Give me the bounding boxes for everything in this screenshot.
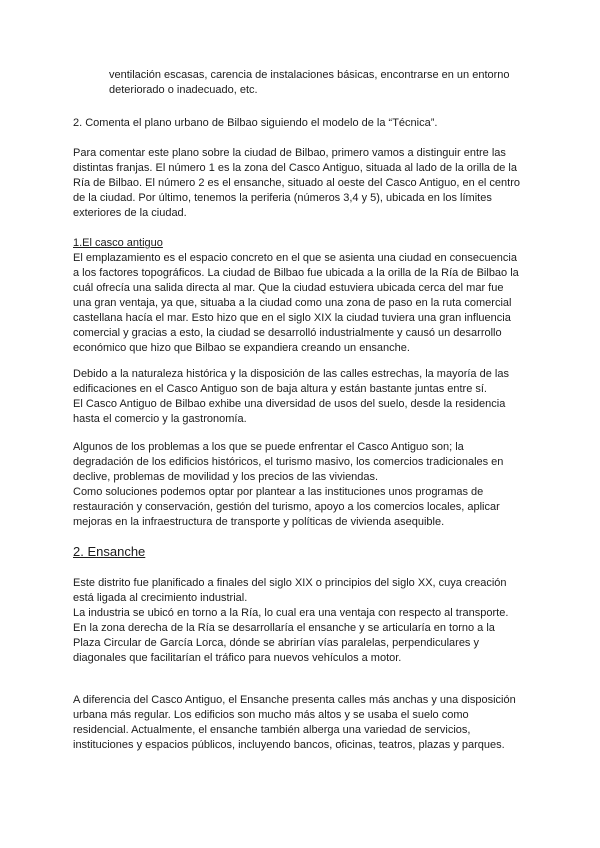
section1-paragraph3 bbox=[73, 440, 523, 530]
section2-paragraph1b: La industria se ubicó en torno a la Ría, lo cual era una ventaja con respecto al transporte. bbox=[73, 607, 509, 619]
intro-tail bbox=[109, 68, 523, 98]
section2-heading: 2. Ensanche bbox=[73, 544, 146, 559]
section1-paragraph1: El emplazamiento es el espacio concreto en el que se asienta una ciudad en consecuencia a los factores topográficos. La ciudad de Bilbao fue ubicada a la orilla de la Ría de Bilbao la cuál ofrecía una salida directa al mar. Que la ciudad estuviera ubicada cerca del mar fue una gran ventaja, ya que, situaba a la ciudad como una zona de paso en la ruta comercial castellana hacía el mar. Esto hizo que en el siglo XIX la ciudad tuviera una gran influencia comercial y gracias a esto, la ciudad se desarrolló industrialmente y causó un desarrollo económico que hizo que Bilbao se expandiera creando un ensanche. bbox=[73, 252, 519, 354]
section1-heading: 1.El casco antiguo bbox=[73, 237, 163, 249]
intro-paragraph: Para comentar este plano sobre la ciudad de Bilbao, primero vamos a distinguir entre las distintas franjas. El número 1 es la zona del Casco Antiguo, situada al lado de la orilla de la Ría de Bilbao. El número 2 es el ensanche, situado al oeste del Casco Antiguo, en el centro de la ciudad. Por último, tenemos la periferia (números 3,4 y 5), ubicada en los límites exteriores de la ciudad. bbox=[73, 147, 521, 219]
section2-paragraph1c: En la zona derecha de la Ría se desarrollaría el ensanche y se articularía en torno a la Plaza Circular de García Lorca, dónde se abrirían vías paralelas, perpendiculares y diagonales que facilitarían el tráfico para nuevos vehículos a motor. bbox=[73, 622, 495, 664]
section1-paragraph2 bbox=[73, 367, 523, 427]
intro-tail-line2: deteriorado o inadecuado, etc. bbox=[109, 84, 258, 96]
intro-tail-line1: ventilación escasas, carencia de instalaciones básicas, encontrarse en un entorno bbox=[109, 69, 510, 81]
section-casco-antiguo bbox=[73, 236, 523, 356]
section1-paragraph2a: Debido a la naturaleza histórica y la disposición de las calles estrechas, la mayoría de las edificaciones en el Casco Antiguo son de baja altura y están bastante juntas entre sí. bbox=[73, 368, 509, 395]
section-ensanche bbox=[73, 576, 523, 666]
section2-paragraph2: A diferencia del Casco Antiguo, el Ensanche presenta calles más anchas y una disposición urbana más regular. Los edificios son mucho más altos y se usaba el suelo como residencial. Actualmente, el ensanche también alberga una variedad de servicios, instituciones y espacios públicos, incluyendo bancos, oficinas, teatros, plazas y parques. bbox=[73, 694, 516, 751]
section1-paragraph3a: Algunos de los problemas a los que se puede enfrentar el Casco Antiguo son; la degradación de los edificios históricos, el turismo masivo, los comercios tradicionales en declive, problemas de movilidad y los precios de las viviendas. bbox=[73, 441, 504, 483]
section1-paragraph2b: El Casco Antiguo de Bilbao exhibe una diversidad de usos del suelo, desde la residencia hasta el comercio y la gastronomía. bbox=[73, 398, 506, 425]
section1-paragraph3b: Como soluciones podemos optar por plantear a las instituciones unos programas de restauración y conservación, gestión del turismo, apoyo a los comercios locales, aplicar mejoras en la infraestructura de transporte y políticas de vivienda asequible. bbox=[73, 486, 500, 528]
section2-paragraph1a: Este distrito fue planificado a finales del siglo XIX o principios del siglo XX, cuya creación está ligada al crecimiento industrial. bbox=[73, 577, 507, 604]
question-heading: 2. Comenta el plano urbano de Bilbao siguiendo el modelo de la “Técnica”. bbox=[73, 117, 438, 129]
